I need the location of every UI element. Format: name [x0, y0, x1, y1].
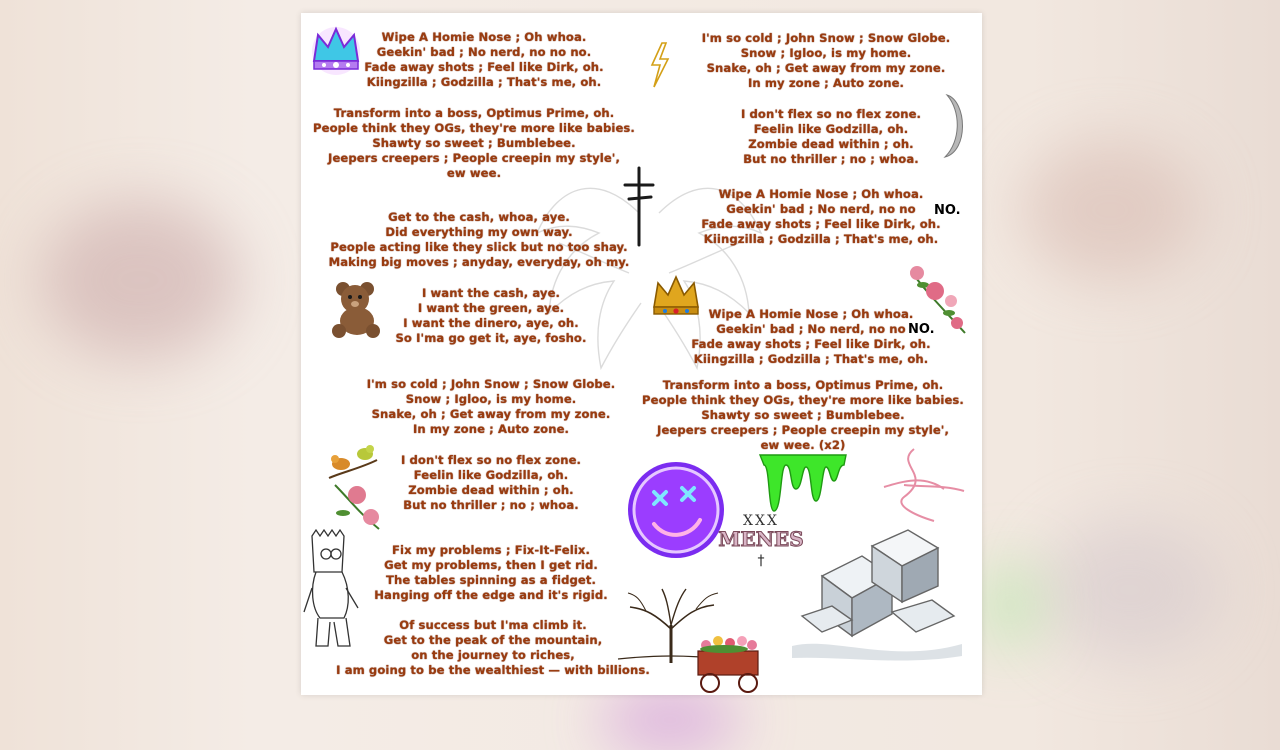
lyric-line: on the journey to riches,: [411, 648, 575, 663]
lyric-line: Jeepers creepers ; People creepin my style',: [328, 151, 620, 166]
roses-icon: [905, 261, 969, 337]
lyric-line: Fade away shots ; Feel like Dirk, oh.: [701, 217, 941, 232]
lyric-line: Feelin like Godzilla, oh.: [753, 122, 909, 137]
lyric-stanza-left-4: [371, 286, 611, 346]
lyric-stanza-left-1: [339, 30, 629, 90]
lyric-line: I want the dinero, aye, oh.: [403, 316, 579, 331]
lyric-line: I'm so cold ; John Snow ; Snow Globe.: [366, 377, 616, 391]
background-blur: [980, 560, 1040, 650]
lyric-line: Did everything my own way.: [385, 225, 573, 240]
lyric-line: People acting like they slick but no too shay.: [330, 240, 628, 255]
lyric-line: Zombie dead within ; oh.: [748, 137, 914, 152]
lyric-line: Transform into a boss, Optimus Prime, oh.: [662, 378, 944, 392]
lyric-line: Zombie dead within ; oh.: [408, 483, 574, 498]
gold-crown-icon: [648, 271, 704, 321]
lyric-line: Kiingzilla ; Godzilla ; That's me, oh.: [703, 232, 939, 247]
lyric-line: Wipe A Homie Nose ; Oh whoa.: [708, 307, 914, 321]
lyric-line: Transform into a boss, Optimus Prime, oh.: [333, 106, 615, 120]
lyric-line: Shawty so sweet ; Bumblebee.: [372, 136, 576, 151]
lyric-stanza-right-3: [676, 187, 966, 247]
lyric-line: Fix my problems ; Fix-It-Felix.: [392, 543, 590, 557]
birds-on-branch-icon: [327, 438, 379, 484]
background-blur: [40, 200, 240, 360]
lyric-line: Snow ; Igloo, is my home.: [740, 46, 912, 61]
lyric-line: People think they OGs, they're more like babies.: [313, 121, 635, 136]
roses-icon: [329, 479, 385, 533]
lyric-line: I am going to be the wealthiest — with billions.: [336, 663, 650, 678]
lyric-line: But no thriller ; no ; whoa.: [743, 152, 919, 167]
lyric-stanza-left-5: [346, 377, 636, 437]
diamond-crown-icon: [306, 21, 366, 77]
lyric-line: Geekin' bad ; No nerd, no no no.: [376, 45, 592, 60]
lyric-stanza-left-7: [356, 543, 626, 603]
lyric-line: Get to the cash, whoa, aye.: [388, 210, 570, 224]
lyric-line: I don't flex so no flex zone.: [740, 107, 922, 121]
lyric-stanza-right-5: [621, 378, 982, 453]
lyric-line: I don't flex so no flex zone.: [400, 453, 582, 467]
lyric-line: Kiingzilla ; Godzilla ; That's me, oh.: [693, 352, 929, 367]
green-slime-drip-icon: [758, 451, 848, 517]
lyric-stanza-left-3: [309, 210, 649, 270]
teddy-bear-icon: [327, 279, 387, 339]
background-blur: [1020, 140, 1200, 280]
lyric-stanza-left-2: [304, 106, 644, 181]
lyric-line: Of success but I'ma climb it.: [399, 618, 587, 632]
lyric-stanza-right-1: [676, 31, 976, 91]
no-annotation: NO.: [934, 203, 961, 218]
lyric-line: Geekin' bad ; No nerd, no no: [726, 202, 916, 217]
menes-logo-text: MENES: [718, 527, 804, 551]
lyric-line: Shawty so sweet ; Bumblebee.: [701, 408, 905, 423]
lyric-stanza-right-2: [711, 107, 951, 167]
lyric-line: Feelin like Godzilla, oh.: [413, 468, 569, 483]
lyric-line: Geekin' bad ; No nerd, no no: [716, 322, 906, 337]
lyric-line: In my zone ; Auto zone.: [747, 76, 905, 91]
lyric-line: Get to the peak of the mountain,: [383, 633, 603, 648]
ice-cubes-icon: [782, 516, 972, 666]
lyric-line: ew wee. (x2): [760, 438, 846, 453]
lyric-line: But no thriller ; no ; whoa.: [403, 498, 579, 513]
lyric-line: Snake, oh ; Get away from my zone.: [371, 407, 611, 422]
lyric-line: Jeepers creepers ; People creepin my style',: [657, 423, 949, 438]
lyric-line: Kiingzilla ; Godzilla ; That's me, oh.: [366, 75, 602, 90]
lyric-line: ew wee.: [446, 166, 502, 181]
lyric-line: Get my problems, then I get rid.: [384, 558, 598, 573]
lyric-line: Hanging off the edge and it's rigid.: [374, 588, 608, 603]
cartoon-boy-outline-icon: [302, 528, 364, 658]
lyric-line: The tables spinning as a fidget.: [386, 573, 596, 588]
lyric-line: Fade away shots ; Feel like Dirk, oh.: [691, 337, 931, 352]
lyric-line: Making big moves ; anyday, everyday, oh my.: [328, 255, 630, 270]
small-cross-icon: †: [757, 553, 765, 569]
background-blur: [600, 690, 740, 750]
lightning-bolt-icon: [648, 41, 672, 89]
lyric-line: Fade away shots ; Feel like Dirk, oh.: [364, 60, 604, 75]
lyric-line: Wipe A Homie Nose ; Oh whoa.: [718, 187, 924, 201]
lyric-line: People think they OGs, they're more like babies.: [642, 393, 964, 408]
neon-x-eyes-smiley-icon: [626, 460, 726, 560]
lyric-line: I want the green, aye.: [417, 301, 565, 316]
flower-carriage-icon: [690, 629, 770, 695]
crescent-moon-icon: [939, 93, 971, 159]
lyric-line: I want the cash, aye.: [421, 286, 561, 300]
no-annotation: NO.: [908, 322, 935, 337]
lyric-line: Snow ; Igloo, is my home.: [405, 392, 577, 407]
lyric-line: So I'ma go get it, aye, fosho.: [395, 331, 587, 346]
lyric-line: Snake, oh ; Get away from my zone.: [706, 61, 946, 76]
pink-smoke-icon: [874, 445, 968, 525]
background-blur: [1040, 520, 1220, 660]
lyrics-image-page: [301, 13, 982, 695]
lyric-line: Wipe A Homie Nose ; Oh whoa.: [381, 30, 587, 44]
lyric-line: In my zone ; Auto zone.: [412, 422, 570, 437]
xxx-mark: XXX: [743, 513, 779, 529]
lyric-stanza-left-6: [371, 453, 611, 513]
lyric-line: I'm so cold ; John Snow ; Snow Globe.: [701, 31, 951, 45]
